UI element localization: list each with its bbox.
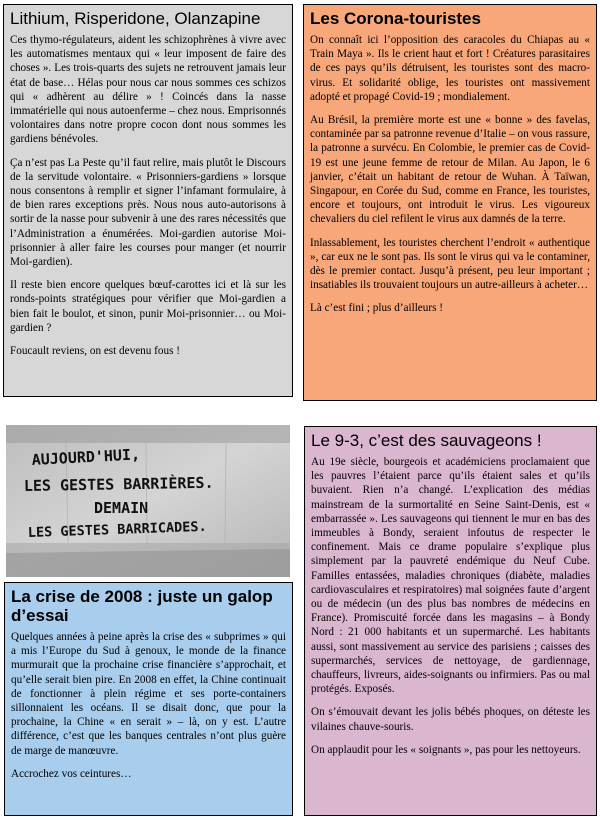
article-crise-2008 bbox=[4, 582, 293, 816]
article-corona-touristes bbox=[303, 4, 597, 401]
article-paragraph: On applaudit pour les « soignants », pas pour les nettoyeurs. bbox=[311, 743, 581, 756]
article-paragraph: Foucault reviens, on est devenu fous ! bbox=[10, 345, 180, 358]
article-paragraph: Accrochez vos ceintures… bbox=[11, 767, 132, 780]
article-paragraph: Il reste bien encore quelques bœuf-carottes ici et là sur les ronds-points stratégiques pour vérifier que Moi-gardien a bien fait le boulot, et sinon, punir Moi-prisonnier… ou Moi-gardien ? bbox=[10, 279, 286, 334]
article-paragraph: Au Brésil, la première morte est une « bonne » des favelas, contaminée par sa patronne revenue d’Italie – on vous rassure, la patronne a survécu. En Colombie, le premier cas de Covid-19 est une jeune femme de retour de Milan. Au Japon, le 6 janvier, c’était un habitant de retour de Wuhan. À Taïwan, Singapour, en Corée du Sud, comme en France, les touristes, encore et toujours, ont introduit le virus. Les vigoureux chevaliers du ciel refilent le virus aux damnés de la terre. bbox=[310, 114, 590, 226]
article-title: La crise de 2008 : juste un galop d’essai bbox=[11, 587, 273, 625]
article-paragraph: Inlassablement, les touristes cherchent l’endroit « authentique », car eux ne le sont pas. Ils sont le virus qui va le contaminer, dès le premier contact. Jusqu’à présent, peu leur important ; insatiables ils trouvaient toujours un autre-ailleurs à acheter… bbox=[310, 236, 590, 292]
article-paragraph: Quelques années à peine après la crise des « subprimes » qui a mis l’Europe du Sud à genoux, le monde de la finance murmurait que la prochaine crise financière s’approchait, et qu’elle serait bien pire. En 2008 en effet, la Chine continuait de fonctionner à plein régime et ses porte-containers sillonnaient les océans. Il se disait donc, que pour la prochaine, la Chine « en serait » – là, on y est. L’autre différence, c’est que les banques centrales n’ont plus guère de marge de manœuvre. bbox=[11, 631, 286, 757]
article-paragraph: Ça n’est pas La Peste qu’il faut relire, mais plutôt le Discours de la servitude volontaire. « Prisonniers-gardiens » lorsque nous consentons à remplir et signer l’infamant formulaire, à de bien rares exceptions près. Nous nous auto-autorisons à sortir de la nasse pour subvenir à une des rares nécessités que l’Administration a énumérées. Moi-gardien autorise Moi-prisonnier à aller faire les courses pour manger (et nourrir Moi-gardien). bbox=[10, 156, 286, 269]
article-neuf-trois bbox=[304, 426, 597, 816]
article-paragraph: On s’émouvait devant les jolis bébés phoques, on déteste les vilaines chauve-souris. bbox=[311, 706, 590, 733]
article-paragraph: Ces thymo-régulateurs, aident les schizophrènes à vivre avec les automatismes mentaux qui « leur imposent de faire des choses ». Les trois-quarts des sujets ne retrouvent jamais leur état de base… Hélas pour nous car nous sommes ces schizos qui « adhèrent au délire » ! Coincés dans la nasse immatérielle qui nous autoenferme – chez nous. Emprisonnés volontaires dans notre propre cocon dont nous sommes les gardiens bénévoles. bbox=[10, 34, 286, 146]
graffiti-line-3: DEMAIN bbox=[94, 499, 149, 517]
article-title: Le 9-3, c’est des sauvageons ! bbox=[311, 431, 542, 450]
article-paragraph: On connaît ici l’opposition des caracoles du Chiapas au « Train Maya ». Ils le crient haut et fort ! Créatures parasitaires de ces pays qu’ils détruisent, les touristes sont des macro-virus. Et solidarité oblige, les touristes ont massivement adopté et propagé Covid-19 ; mondialement. bbox=[310, 34, 590, 103]
graffiti-photo bbox=[6, 425, 290, 577]
article-title: Les Corona-touristes bbox=[310, 9, 481, 28]
graffiti-wall-image bbox=[6, 425, 290, 577]
article-lithium bbox=[3, 4, 293, 397]
graffiti-line-2: LES GESTES BARRIÈRES. bbox=[23, 473, 214, 495]
article-paragraph: Là c’est fini ; plus d’ailleurs ! bbox=[310, 302, 443, 315]
graffiti-line-4: LES GESTES BARRICADES. bbox=[27, 518, 207, 541]
article-title: Lithium, Risperidone, Olanzapine bbox=[10, 9, 261, 28]
graffiti-line-1: AUJOURD'HUI, bbox=[31, 445, 141, 469]
article-paragraph: Au 19e siècle, bourgeois et académiciens proclamaient que les pauvres l’étaient parce qu’ils étaient sales et qu’ils buvaient. Rien n’a changé. L’explication des médias mainstream de la surmortalité en Seine Saint-Denis, est « embarrassée ». Les sauvageons qui tiennent le mur en bas des immeubles à Bondy, seraient infoutus de respecter le confinement. Mais ce drame populaire s’explique plus simplement par la pauvreté endémique du Neuf Cube. Familles entassées, maladies chroniques (diabète, maladies cardiovasculaires et respiratoires) mal soignées faute d’argent ou de médecin (un des plus bas nombres de médecins en France). Promiscuité forcée dans les magasins – à Bondy Nord : 21 000 habitants et un supermarché. Les habitants aussi, sont massivement au service des parisiens ; caisses des supermarchés, services de nettoyage, de gardiennage, chauffeurs, livreurs, aides-soignants ou infirmiers. Pas ou mal protégés. Exposés. bbox=[311, 456, 590, 696]
